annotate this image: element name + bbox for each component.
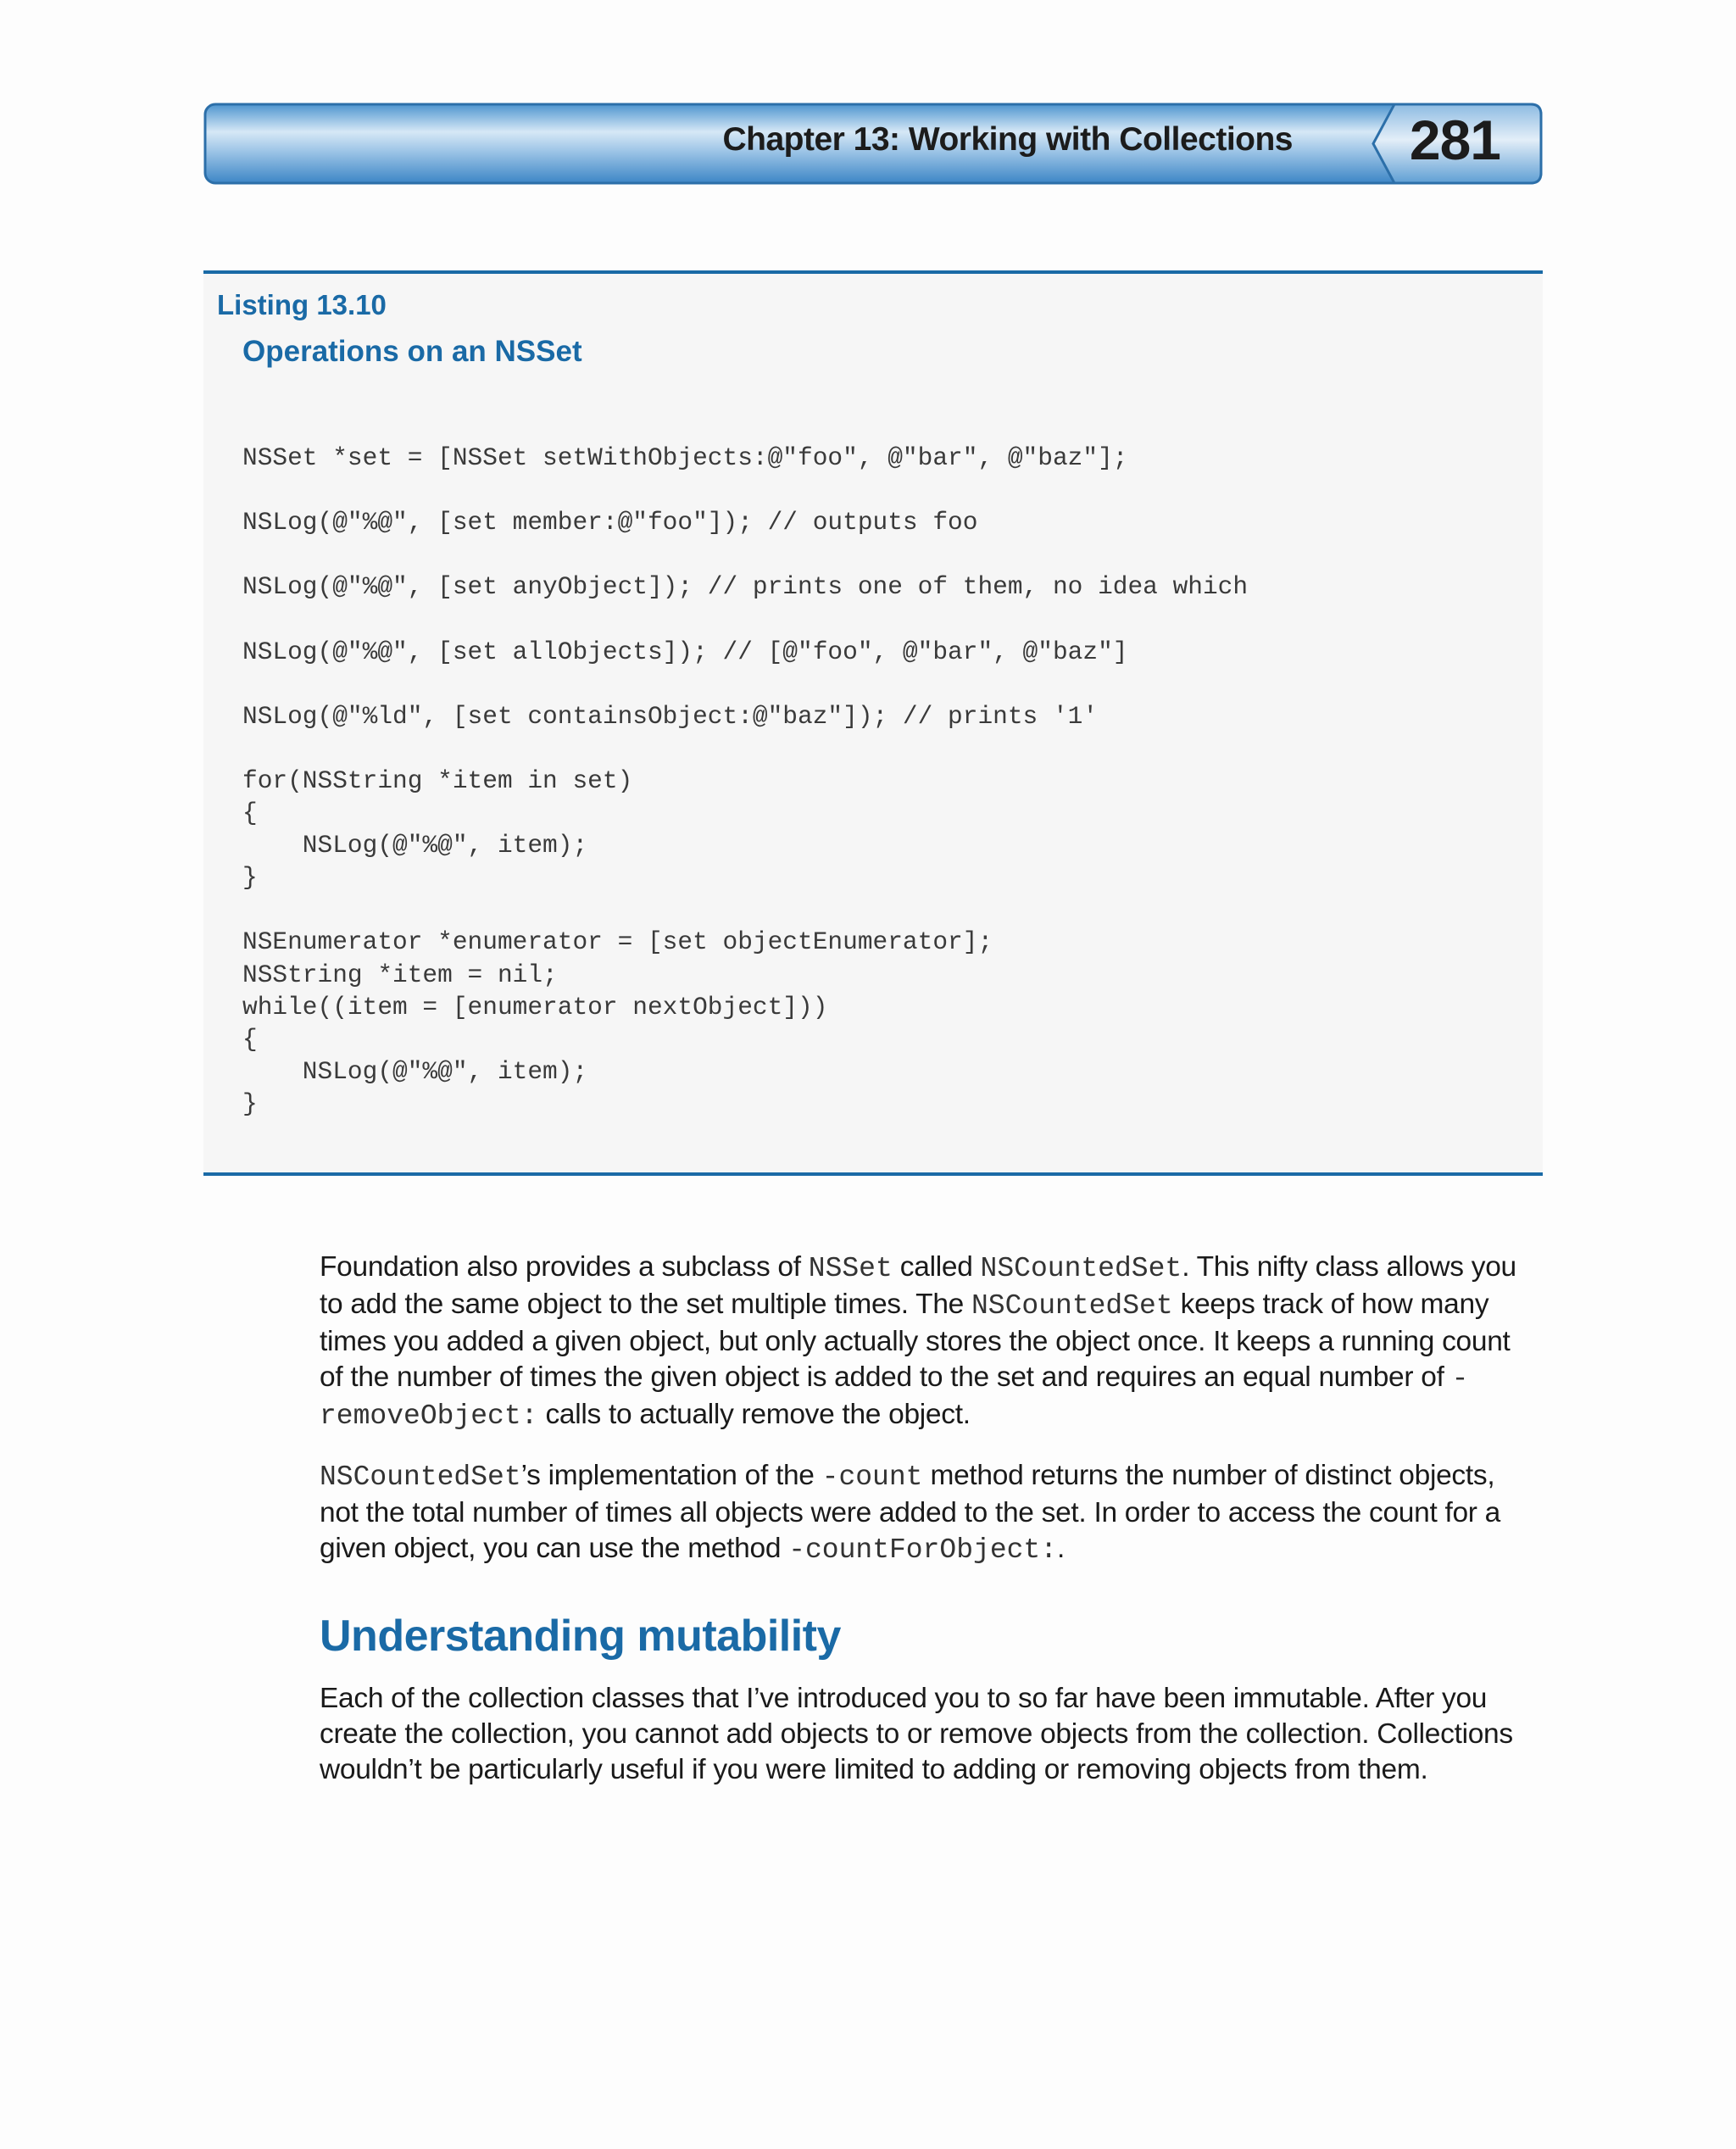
code-line (242, 474, 1248, 506)
code-line: for(NSString *item in set) (242, 766, 633, 795)
text-run: keeps track of how many times you added a given object, but only actually stores the object once. It keeps a running count of the number of times the given object is added to the set and requires an equal number of (320, 1289, 1511, 1393)
code-line: NSSet *set = [NSSet setWithObjects:@"foo", @"bar", @"baz"]; (242, 443, 1128, 472)
paragraph (320, 1250, 1540, 1434)
code-line: NSLog(@"%ld", [set containsObject:@"baz"]); // prints '1' (242, 701, 1099, 731)
code-term: NSCountedSet (980, 1253, 1182, 1284)
code-term: -countForObject: (788, 1534, 1058, 1566)
code-term: NSCountedSet (971, 1290, 1173, 1322)
code-line (242, 603, 1248, 635)
code-line: NSLog(@"%@", [set member:@"foo"]); // outputs foo (242, 508, 978, 537)
paragraph (320, 1458, 1540, 1568)
code-line (242, 732, 1248, 765)
code-term: NSSet (808, 1253, 893, 1284)
page-number: 281 (1409, 109, 1500, 171)
code-line: { (242, 799, 258, 828)
code-line: } (242, 863, 258, 893)
text-run: . (1057, 1533, 1066, 1564)
text-run: Foundation also provides a subclass of (320, 1251, 809, 1283)
code-line (242, 668, 1248, 700)
chapter-title: Chapter 13: Working with Collections (722, 121, 1293, 158)
code-line: } (242, 1088, 258, 1118)
section-heading: Understanding mutability (320, 1612, 841, 1661)
code-line (242, 538, 1248, 571)
code-term: NSCountedSet (320, 1461, 521, 1493)
code-term: -removeObject: (320, 1363, 1469, 1432)
code-line: { (242, 1024, 258, 1054)
code-line: NSEnumerator *enumerator = [set objectEnumerator]; (242, 927, 993, 957)
text-run: ’s implementation of the (520, 1460, 822, 1491)
text-run: called (892, 1251, 981, 1283)
code-line: NSLog(@"%@", item); (242, 831, 588, 860)
code-line: NSLog(@"%@", [set anyObject]); // prints one of them, no idea which (242, 572, 1249, 602)
text-run: . This nifty class allows you to add the same object to the set multiple times. The (320, 1251, 1516, 1320)
code-line: while((item = [enumerator nextObject])) (242, 992, 828, 1022)
page-header (203, 103, 1543, 185)
listing-label: Listing 13.10 (217, 289, 387, 320)
code-line: NSLog(@"%@", [set allObjects]); // [@"foo", @"bar", @"baz"] (242, 637, 1128, 666)
code-line (242, 894, 1248, 926)
code-block (242, 442, 1248, 1120)
code-line: NSString *item = nil; (242, 960, 558, 989)
text-run: method returns the number of distinct objects, not the total number of times all objects were added to the set. In order to access the count for a given object, you can use the method (320, 1460, 1500, 1564)
listing-title: Operations on an NSSet (242, 335, 582, 368)
paragraph: Each of the collection classes that I’ve introduced you to so far have been immutable. After you create the collection, you cannot add objects to or remove objects from the collection. Collections wouldn’t be particularly useful if you were limited to adding or removing objects from them. (320, 1683, 1513, 1785)
code-listing (203, 270, 1543, 1176)
code-line: NSLog(@"%@", item); (242, 1056, 588, 1086)
code-term: -count (821, 1461, 923, 1493)
text-run: calls to actually remove the object. (537, 1399, 971, 1430)
